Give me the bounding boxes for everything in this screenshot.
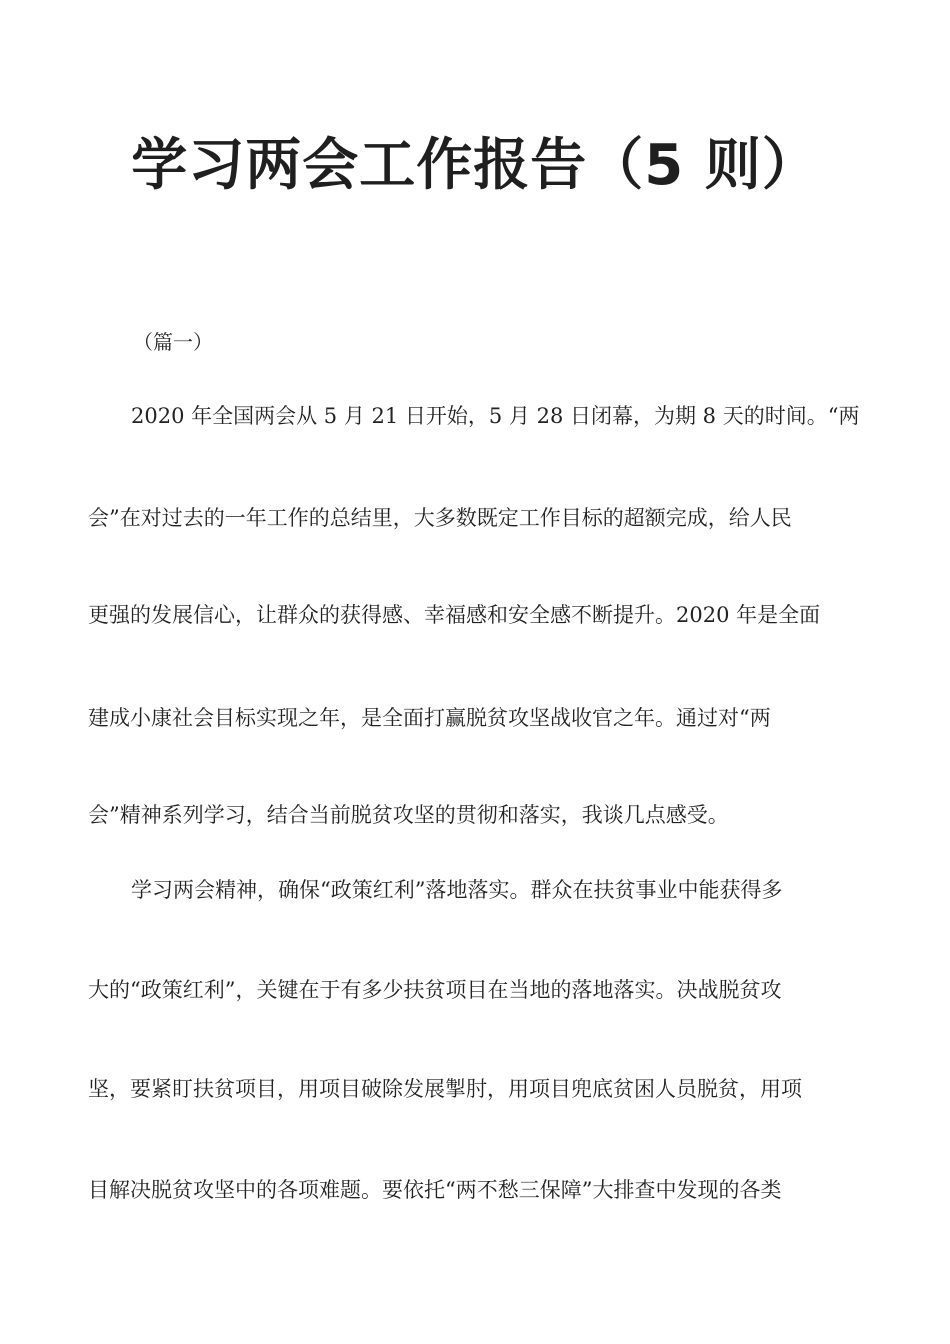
paragraph-line: 会”精神系列学习，结合当前脱贫攻坚的贯彻和落实，我谈几点感受。 xyxy=(88,803,729,827)
paragraph-line: 会”在对过去的一年工作的总结里，大多数既定工作目标的超额完成，给人民 xyxy=(88,506,792,530)
section-heading: （篇一） xyxy=(133,330,213,354)
paragraph-line: 2020 年全国两会从 5 月 21 日开始，5 月 28 日闭幕，为期 8 天的时间。“两 xyxy=(131,404,860,428)
paragraph-line: 目解决脱贫攻坚中的各项难题。要依托“两不愁三保障”大排查中发现的各类 xyxy=(88,1178,782,1202)
document-title: 学习两会工作报告（5 则） xyxy=(131,133,819,198)
paragraph-line: 坚，要紧盯扶贫项目，用项目破除发展掣肘，用项目兜底贫困人员脱贫，用项 xyxy=(88,1077,802,1101)
paragraph-line: 学习两会精神，确保“政策红利”落地落实。群众在扶贫事业中能获得多 xyxy=(131,878,783,902)
paragraph-line: 大的“政策红利”，关键在于有多少扶贫项目在当地的落地落实。决战脱贫攻 xyxy=(88,978,782,1002)
paragraph-line: 更强的发展信心，让群众的获得感、幸福感和安全感不断提升。2020 年是全面 xyxy=(88,603,821,627)
paragraph-line: 建成小康社会目标实现之年，是全面打赢脱贫攻坚战收官之年。通过对“两 xyxy=(88,706,771,730)
